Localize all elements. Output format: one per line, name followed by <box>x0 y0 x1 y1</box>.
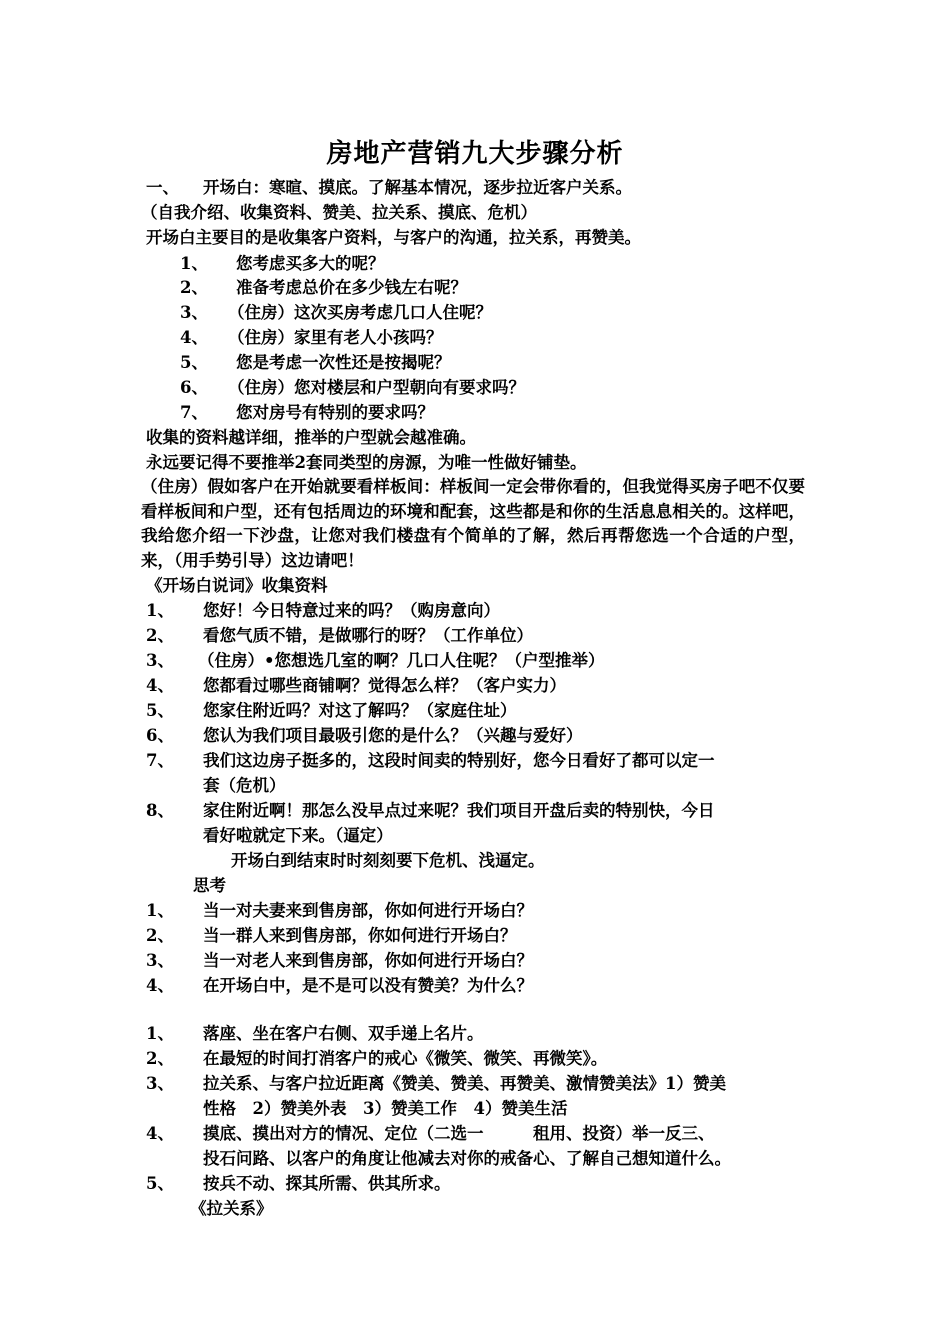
script-item-number: 3、 <box>146 651 174 670</box>
document-title: 房地产营销九大步骤分析 <box>326 139 624 169</box>
script-item-number: 5、 <box>146 701 174 720</box>
script-item-text: 我们这边房子挺多的，这段时间卖的特别好，您今日看好了都可以定一 <box>203 751 715 770</box>
script-item-text: 您认为我们项目最吸引您的是什么？（兴趣与爱好） <box>203 726 583 745</box>
script-item-number: 6、 <box>146 726 174 745</box>
question-number: 5、 <box>180 353 208 372</box>
think-item-text: 当一群人来到售房部，你如何进行开场白？ <box>203 926 517 945</box>
step-number: 5、 <box>146 1174 174 1193</box>
step-number: 2、 <box>146 1049 174 1068</box>
script-item-text: 家住附近啊！那怎么没早点过来呢？我们项目开盘后卖的特别快，今日 <box>203 801 715 820</box>
question-text: 您考虑买多大的呢？ <box>236 254 385 273</box>
section-heading: 开场白：寒暄、摸底。了解基本情况，逐步拉近客户关系。 <box>203 178 632 197</box>
script-item-text: （住房）•您想选几室的啊？几口人住呢？（户型推举） <box>198 651 605 670</box>
step-text: 在最短的时间打消客户的戒心《微笑、微笑、再微笑》。 <box>203 1049 608 1068</box>
step-text: 投石问路、以客户的角度让他减去对你的戒备心、了解自己想知道什么。 <box>203 1149 731 1168</box>
think-item-text: 当一对夫妻来到售房部，你如何进行开场白？ <box>203 901 533 920</box>
question-text: 您对房号有特别的要求吗？ <box>236 403 434 422</box>
think-item-number: 3、 <box>146 951 174 970</box>
think-item-number: 2、 <box>146 926 174 945</box>
section-intro: 开场白主要目的是收集客户资料，与客户的沟通，拉关系，再赞美。 <box>146 228 641 247</box>
question-number: 6、 <box>180 378 208 397</box>
script-item-text: 您好！今日特意过来的吗？（购房意向） <box>203 601 500 620</box>
note-paragraph: 收集的资料越详细，推举的户型就会越准确。 <box>146 428 476 447</box>
section-subheading: （自我介绍、收集资料、赞美、拉关系、摸底、危机） <box>141 203 537 222</box>
step-number: 3、 <box>146 1074 174 1093</box>
question-number: 3、 <box>180 303 208 322</box>
step-number: 4、 <box>146 1124 174 1143</box>
script-item-number: 7、 <box>146 751 174 770</box>
question-text: 准备考虑总价在多少钱左右呢？ <box>236 278 467 297</box>
script-item-text: 套（危机） <box>203 776 286 795</box>
question-text: （住房）您对楼层和户型朝向有要求吗？ <box>228 378 525 397</box>
question-text: （住房）家里有老人小孩吗？ <box>228 328 443 347</box>
question-number: 2、 <box>180 278 208 297</box>
sample-room-paragraph: （住房）假如客户在开始就要看样板间：样板间一定会带你看的，但我觉得买房子吧不仅要看样板间和户型，还有包括周边的环境和配套，这些都是和你的生活息息相关的。这样吧，我给您介绍一下沙盘，让您对我们楼盘有个简单的了解，然后再帮您选一个合适的户型，来，（用手势引导）这边请吧！ <box>141 477 805 570</box>
script-item-number: 8、 <box>146 801 174 820</box>
step-text: 摸底、摸出对方的情况、定位（二选一 租用、投资）举一反三、 <box>203 1124 715 1143</box>
question-number: 7、 <box>180 403 208 422</box>
step-text: 性格 2）赞美外表 3）赞美工作 4）赞美生活 <box>203 1099 568 1118</box>
step-text: 按兵不动、探其所需、供其所求。 <box>203 1174 451 1193</box>
script-title: 《开场白说词》收集资料 <box>146 576 328 595</box>
question-text: 您是考虑一次性还是按揭呢？ <box>236 353 451 372</box>
think-item-text: 在开场白中，是不是可以没有赞美？为什么？ <box>203 976 533 995</box>
think-item-number: 1、 <box>146 901 174 920</box>
script-item-number: 2、 <box>146 626 174 645</box>
think-item-number: 4、 <box>146 976 174 995</box>
step-text: 拉关系、与客户拉近距离《赞美、赞美、再赞美、激情赞美法》1）赞美 <box>203 1074 726 1093</box>
step-number: 1、 <box>146 1024 174 1043</box>
question-text: （住房）这次买房考虑几口人住呢？ <box>228 303 492 322</box>
closing-heading: 《拉关系》 <box>190 1199 273 1218</box>
closing-note: 开场白到结束时时刻刻要下危机、浅逼定。 <box>231 851 545 870</box>
section-number: 一、 <box>146 178 179 197</box>
think-title: 思考 <box>193 876 226 895</box>
script-item-number: 4、 <box>146 676 174 695</box>
script-item-text: 您家住附近吗？对这了解吗？（家庭住址） <box>203 701 517 720</box>
question-number: 4、 <box>180 328 208 347</box>
script-item-text: 看好啦就定下来。（逼定） <box>203 826 393 845</box>
step-text: 落座、坐在客户右侧、双手递上名片。 <box>203 1024 484 1043</box>
note-paragraph: 永远要记得不要推举2套同类型的房源，为唯一性做好铺垫。 <box>146 453 587 472</box>
script-item-text: 您都看过哪些商铺啊？觉得怎么样？（客户实力） <box>203 676 566 695</box>
question-number: 1、 <box>180 254 208 273</box>
think-item-text: 当一对老人来到售房部，你如何进行开场白？ <box>203 951 533 970</box>
script-item-number: 1、 <box>146 601 174 620</box>
script-item-text: 看您气质不错，是做哪行的呀？（工作单位） <box>203 626 533 645</box>
